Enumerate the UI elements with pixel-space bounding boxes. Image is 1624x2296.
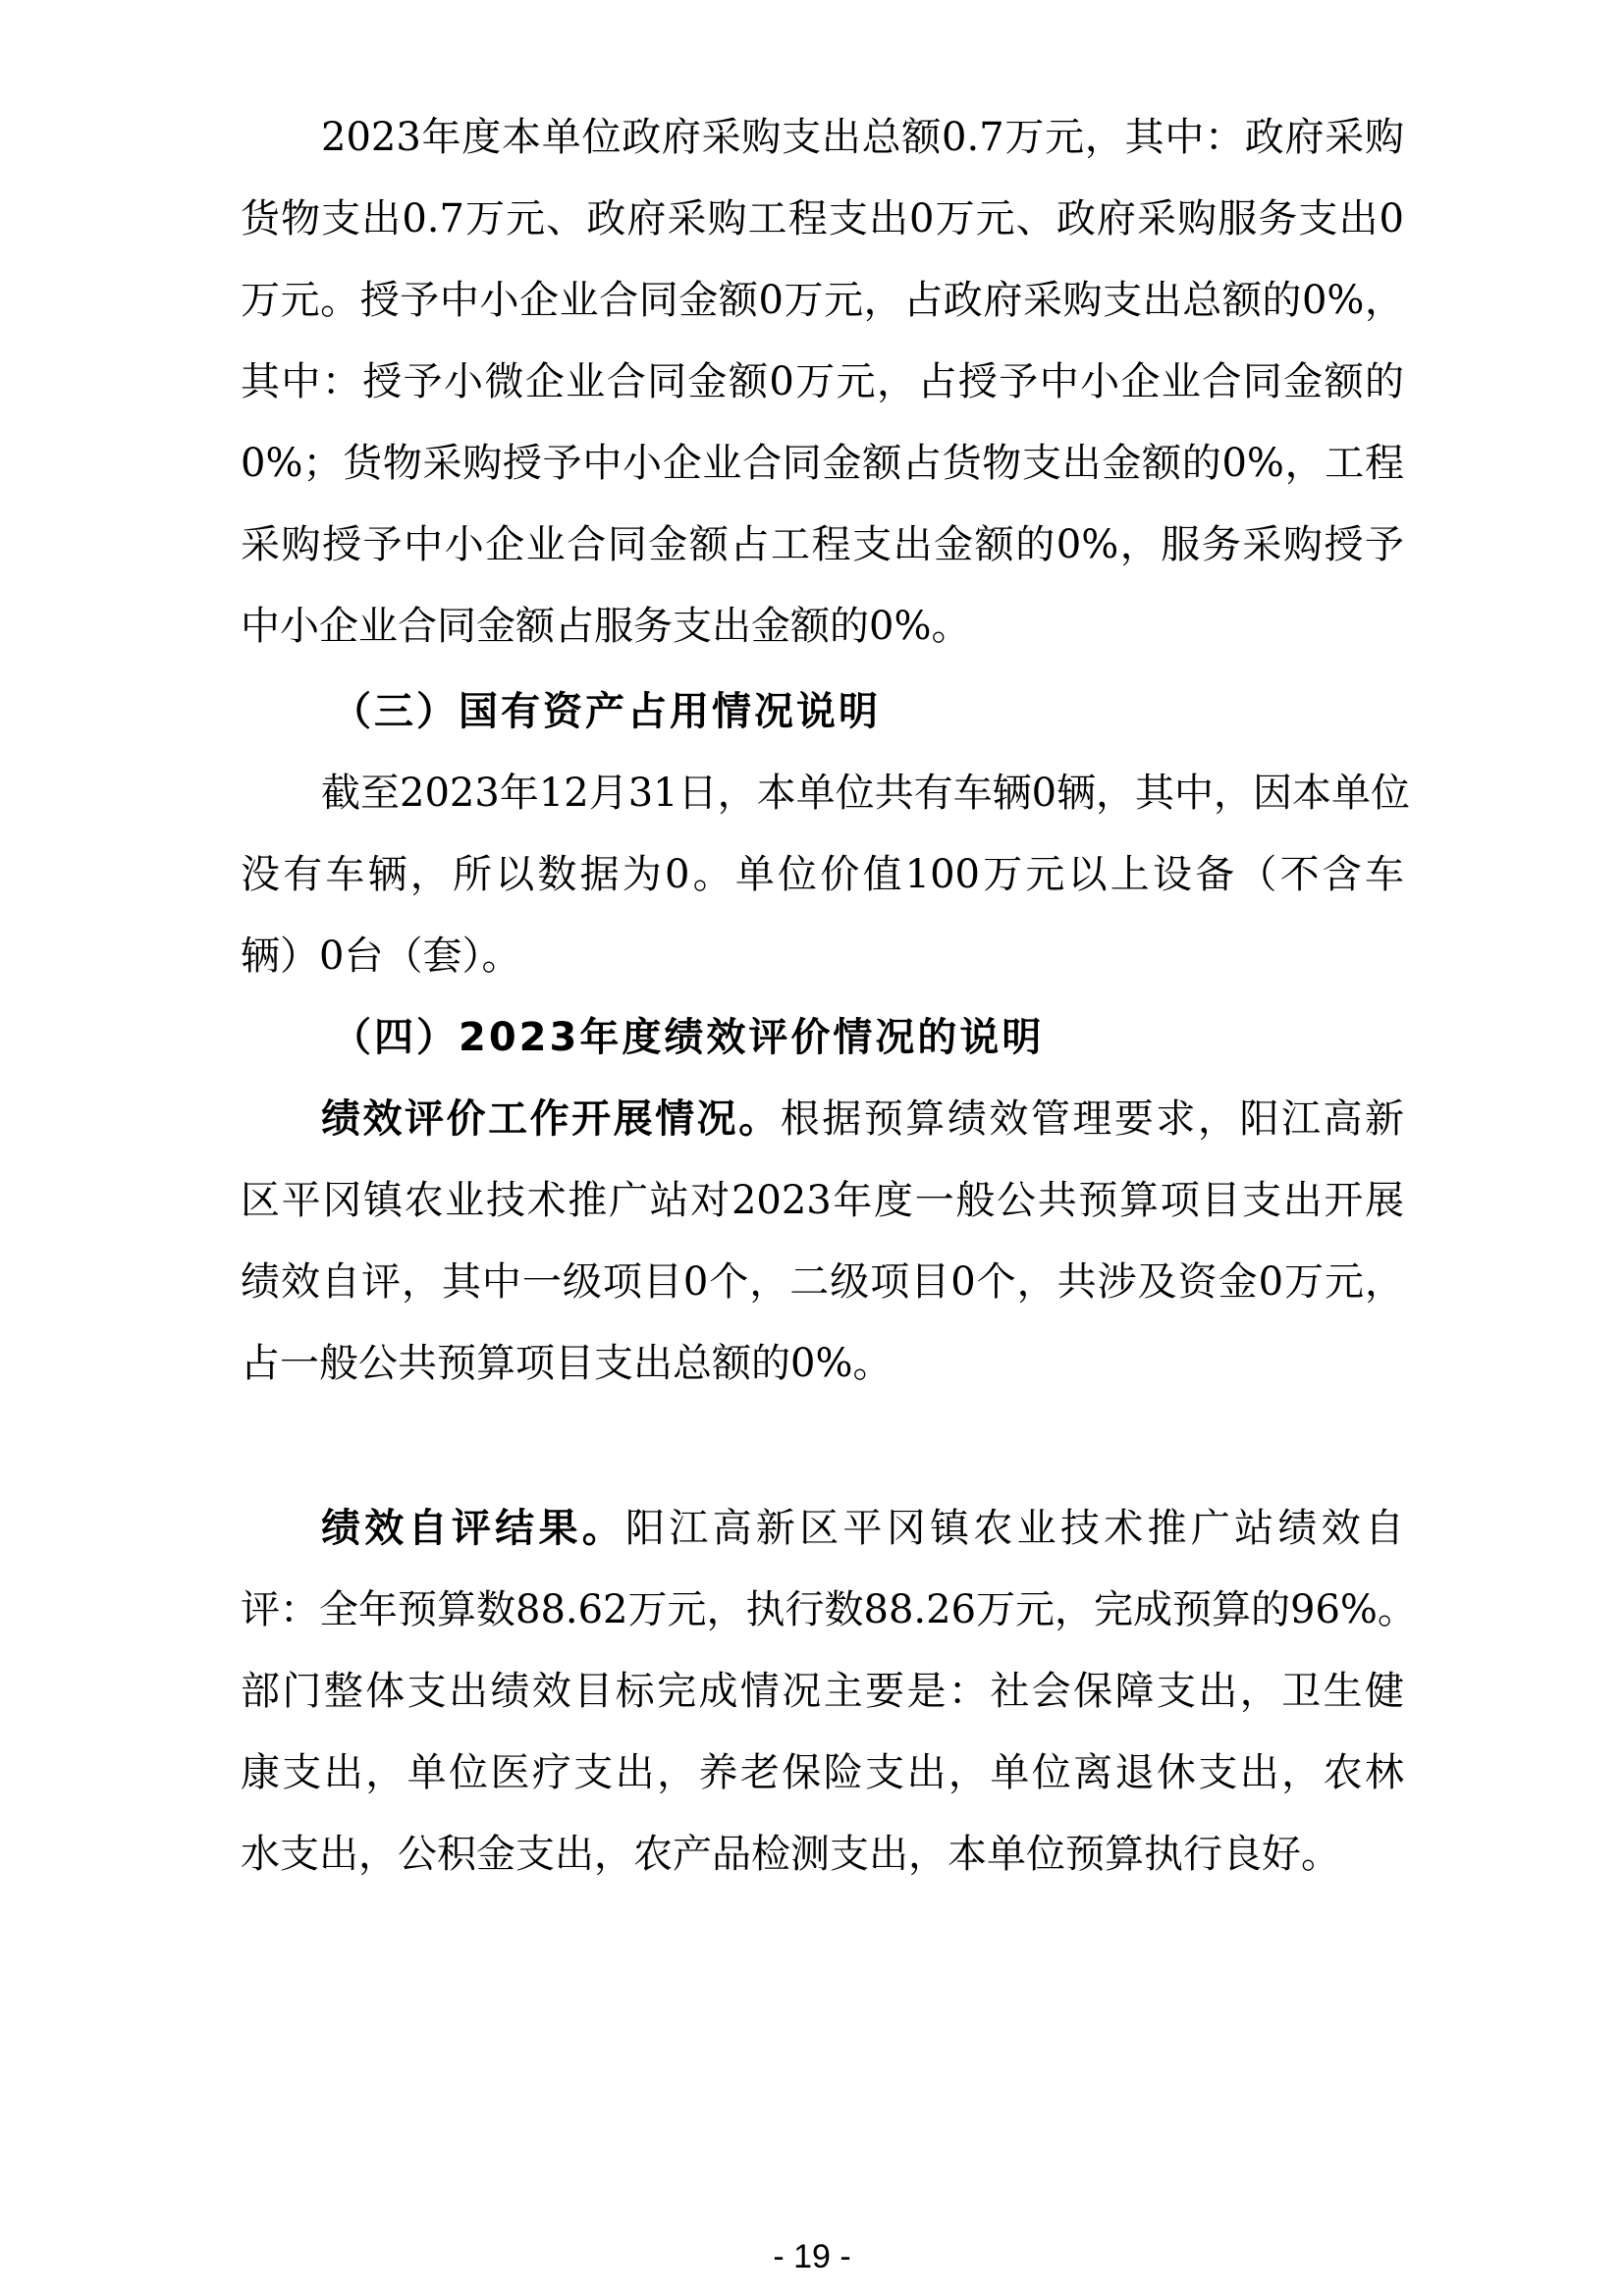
paragraph-line: 截至2023年12月31日，本单位共有车辆0辆，其中，因本单位	[321, 771, 1411, 816]
paragraph-line: 绩效自评，其中一级项目0个，二级项目0个，共涉及资金0万元，	[241, 1259, 1404, 1305]
section-heading-performance: （四）2023年度绩效评价情况的说明	[332, 1015, 1045, 1060]
paragraph-line: 评：全年预算数88.62万元，执行数88.26万元，完成预算的96%。	[241, 1587, 1417, 1632]
paragraph-line: 中小企业合同金额占服务支出金额的0%。	[241, 604, 971, 649]
paragraph-line: 康支出，单位医疗支出，养老保险支出，单位离退休支出，农林	[241, 1750, 1404, 1795]
paragraph-line: 区平冈镇农业技术推广站对2023年度一般公共预算项目支出开展	[241, 1178, 1404, 1223]
paragraph-line	[321, 1499, 1404, 1558]
page-number: - 19 -	[773, 2238, 851, 2275]
paragraph-line: 其中：授予小微企业合同金额0万元，占授予中小企业合同金额的	[241, 359, 1404, 404]
paragraph-line: 0%；货物采购授予中小企业合同金额占货物支出金额的0%，工程	[241, 441, 1404, 486]
paragraph-line	[321, 1090, 1404, 1148]
runin-heading-result: 绩效自评结果。	[321, 1506, 626, 1551]
paragraph-line: 辆）0台（套）。	[241, 934, 521, 979]
paragraph-line: 占一般公共预算项目支出总额的0%。	[241, 1341, 893, 1386]
paragraph-line: 没有车辆，所以数据为0。单位价值100万元以上设备（不含车	[241, 852, 1404, 897]
paragraph-line: 万元。授予中小企业合同金额0万元，占政府采购支出总额的0%，	[241, 278, 1404, 323]
paragraph-line: 2023年度本单位政府采购支出总额0.7万元，其中：政府采购	[321, 115, 1404, 160]
runin-heading-work: 绩效评价工作开展情况。	[321, 1096, 781, 1142]
section-heading-assets: （三）国有资产占用情况说明	[332, 689, 881, 734]
paragraph-text: 根据预算绩效管理要求，阳江高新	[780, 1096, 1405, 1142]
paragraph-line: 货物支出0.7万元、政府采购工程支出0万元、政府采购服务支出0	[241, 196, 1404, 241]
paragraph-line: 部门整体支出绩效目标完成情况主要是：社会保障支出，卫生健	[241, 1669, 1404, 1714]
paragraph-text: 阳江高新区平冈镇农业技术推广站绩效自	[625, 1506, 1405, 1551]
paragraph-line: 采购授予中小企业合同金额占工程支出金额的0%，服务采购授予	[241, 522, 1404, 567]
paragraph-line: 水支出，公积金支出，农产品检测支出，本单位预算执行良好。	[241, 1832, 1340, 1877]
